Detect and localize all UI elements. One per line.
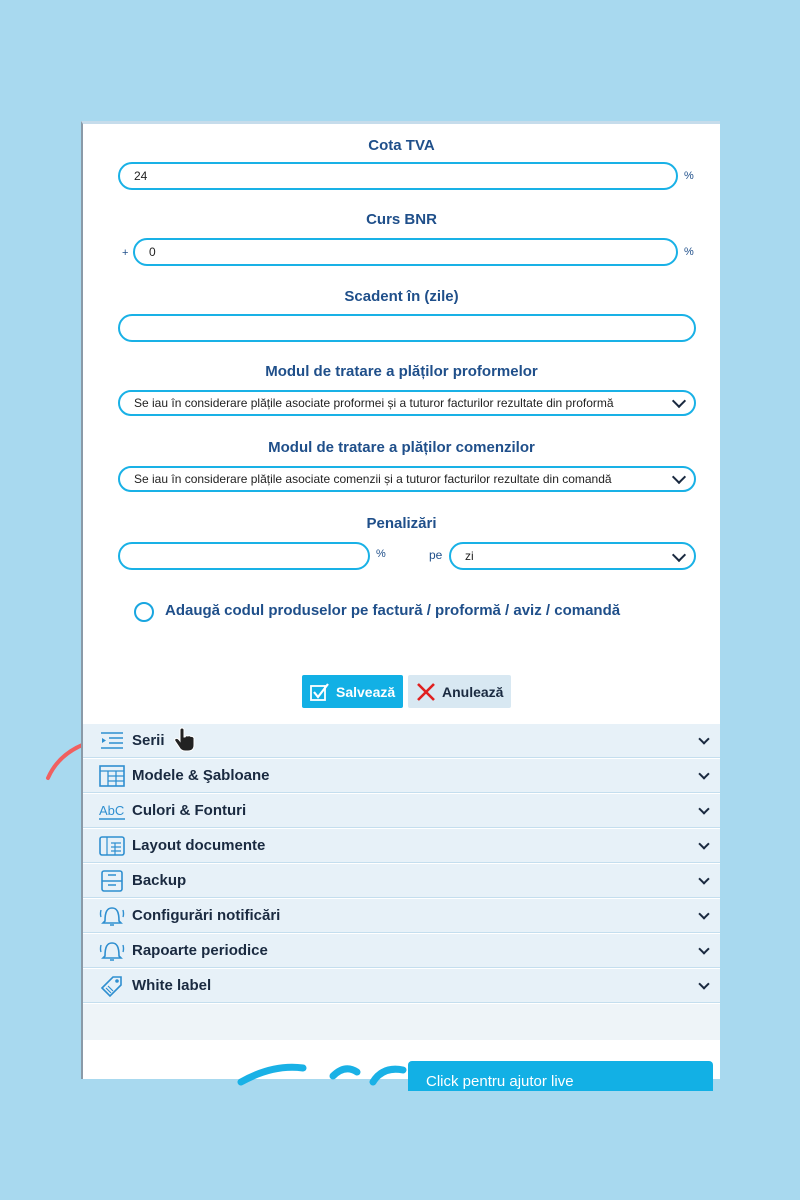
close-icon [416,682,436,702]
chevron-down-icon [672,470,686,484]
bnr-unit: % [684,246,694,258]
accordion-label: Configurări notificări [132,907,281,924]
chevron-down-icon [698,978,709,989]
due-days-input[interactable] [118,314,696,342]
product-code-radio[interactable] [134,602,154,622]
save-label: Salvează [336,683,396,700]
tag-icon [98,974,126,998]
chevron-down-icon [698,838,709,849]
accordion-label: Culori & Fonturi [132,802,247,819]
proforma-payments-label: Modul de tratare a plăților proformelor [265,363,538,380]
chevron-down-icon [698,768,709,779]
accordion-label: Layout documente [132,837,266,854]
svg-text:AbC: AbC [99,802,125,818]
vat-unit: % [684,170,694,182]
accordion-label: White label [132,977,212,994]
vat-label: Cota TVA [368,137,435,154]
due-days-label: Scadent în (zile) [344,288,459,305]
accordion-item-white-label[interactable] [83,969,720,1003]
document-layout-icon [98,834,126,858]
chevron-down-icon [698,873,709,884]
chevron-down-icon [672,548,686,562]
accordion-label: Rapoarte periodice [132,942,268,959]
backup-drawer-icon [98,869,126,893]
penalties-label: Penalizări [366,515,437,532]
cancel-button[interactable] [408,675,511,708]
penalties-per-label: pe [429,548,443,562]
chevron-down-icon [698,733,709,744]
live-help-button[interactable]: Click pentru ajutor live [408,1061,713,1091]
bell-icon [98,904,126,928]
accordion-item-notificari[interactable] [83,899,720,933]
hand-cursor-icon [173,727,197,753]
order-payments-select[interactable] [118,466,696,492]
chevron-down-icon [698,803,709,814]
accordion-item-backup[interactable] [83,864,720,898]
chevron-down-icon [698,943,709,954]
vat-input[interactable]: 24 [118,162,678,190]
bnr-label: Curs BNR [366,211,437,228]
proforma-payments-value: Se iau în considerare plățile asociate proformei și a tuturor facturilor rezultate din proformă [134,396,614,410]
chevron-down-icon [698,908,709,919]
accordion-label: Modele & Şabloane [132,767,270,784]
bnr-prefix: + [122,247,129,259]
bnr-input[interactable]: 0 [133,238,678,266]
penalties-unit: % [376,548,386,560]
accordion-footer-spacer [83,1004,720,1040]
template-grid-icon [98,764,126,788]
check-icon [310,683,330,701]
accordion-item-culori[interactable] [83,794,720,828]
accordion-label: Serii [132,732,165,749]
penalties-period-value: zi [465,549,474,563]
order-payments-label: Modul de tratare a plăților comenzilor [268,439,535,456]
abc-font-icon [98,799,126,823]
accordion-item-modele[interactable] [83,759,720,793]
logo-icon [233,1062,413,1084]
accordion-item-rapoarte[interactable] [83,934,720,968]
save-button[interactable] [302,675,403,708]
penalties-input[interactable] [118,542,370,570]
accordion-label: Backup [132,872,187,889]
accordion-item-layout[interactable] [83,829,720,863]
chevron-down-icon [672,394,686,408]
cancel-label: Anulează [442,683,504,700]
penalties-period-select[interactable] [449,542,696,570]
list-icon [98,729,126,753]
bell-icon [98,939,126,963]
order-payments-value: Se iau în considerare plățile asociate comenzii și a tuturor facturilor rezultate din comandă [134,472,612,486]
settings-panel [81,121,720,1090]
proforma-payments-select[interactable] [118,390,696,416]
product-code-label: Adaugă codul produselor pe factură / proformă / aviz / comandă [165,602,621,619]
